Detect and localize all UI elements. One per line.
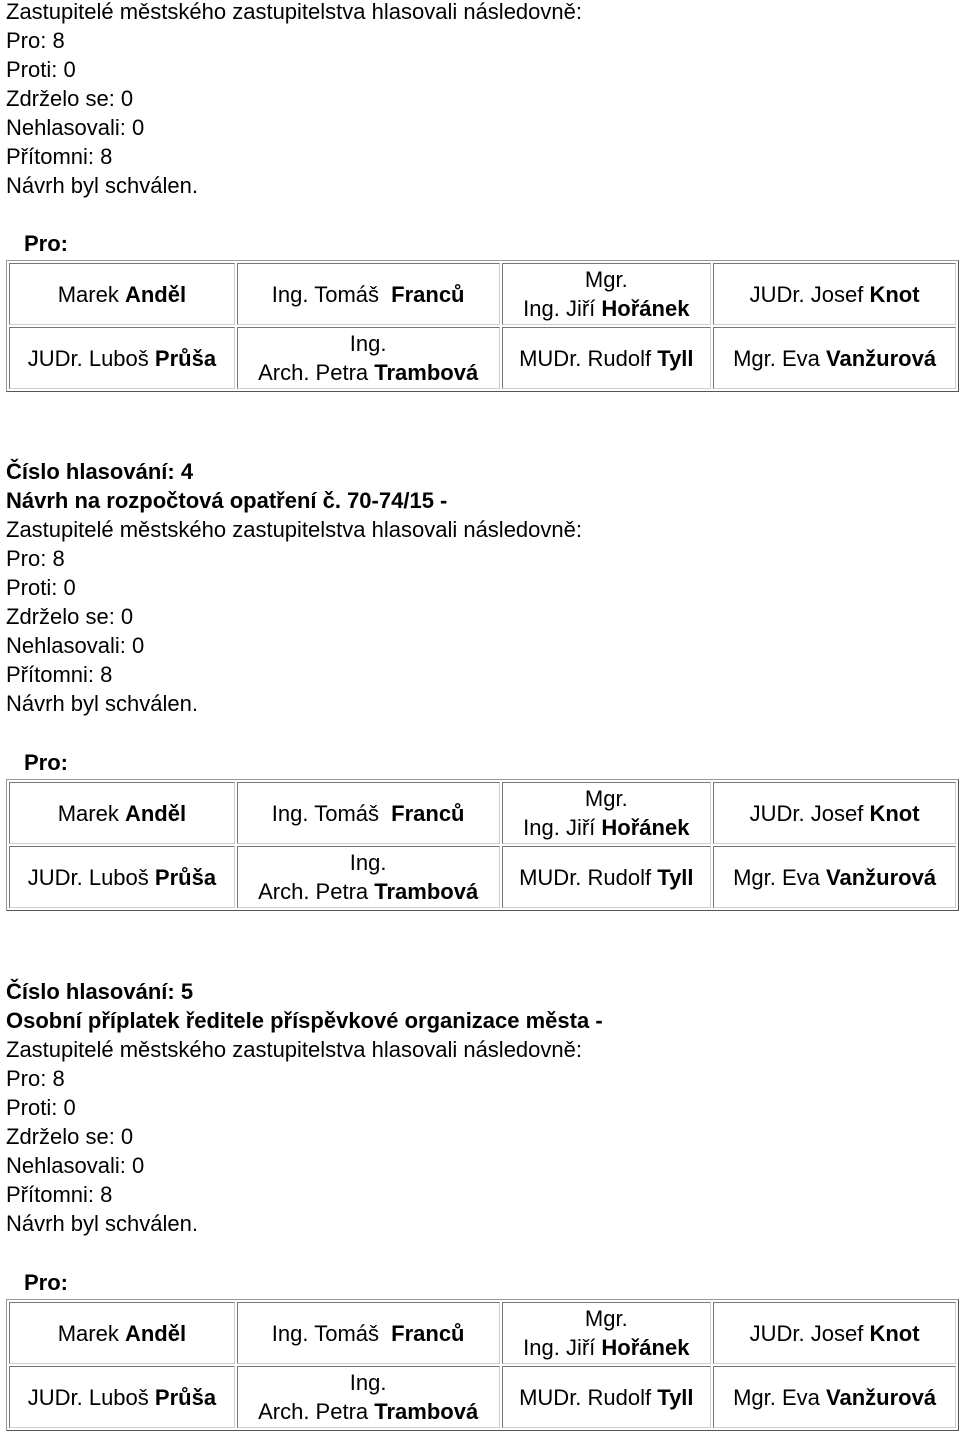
block1-result-pritomni: Přítomni: 8 [6,144,113,169]
vote5-result-pro: Pro: 8 [6,1066,65,1091]
block1-members-table [6,260,959,392]
vote5-intro: Zastupitelé městského zastupitelstva hlasovali následovně: [6,1037,582,1062]
block1-result-pro: Pro: 8 [6,28,65,53]
block1-intro: Zastupitelé městského zastupitelstva hlasovali následovně: [6,0,582,24]
member-cell: Ing. Arch. Petra Trambová [237,327,500,389]
block1-outcome: Návrh byl schválen. [6,173,198,198]
vote5-result-zdrzelo: Zdrželo se: 0 [6,1124,134,1149]
member-cell: Mgr. Eva Vanžurová [713,1366,956,1428]
vote5-result-nehlasovali: Nehlasovali: 0 [6,1153,145,1178]
member-cell: JUDr. Josef Knot [713,263,956,325]
vote5-number: Číslo hlasování: 5 [6,979,194,1004]
member-cell: JUDr. Josef Knot [713,782,956,844]
member-cell: Mgr. Ing. Jiří Hořánek [502,263,712,325]
member-cell: Ing. Tomáš Franců [237,1302,500,1364]
member-cell: Ing. Arch. Petra Trambová [237,1366,500,1428]
vote4-result-proti: Proti: 0 [6,575,76,600]
member-cell: Ing. Tomáš Franců [237,782,500,844]
vote5-title: Osobní příplatek ředitele příspěvkové organizace města - [6,1008,603,1033]
member-cell: Mgr. Ing. Jiří Hořánek [502,782,712,844]
member-cell: Mgr. Eva Vanžurová [713,327,956,389]
vote4-result-nehlasovali: Nehlasovali: 0 [6,633,145,658]
vote4-intro: Zastupitelé městského zastupitelstva hlasovali následovně: [6,517,582,542]
member-cell: JUDr. Luboš Průša [9,1366,235,1428]
vote4-outcome: Návrh byl schválen. [6,691,198,716]
member-cell: Mgr. Eva Vanžurová [713,846,956,908]
member-cell: Marek Anděl [9,263,235,325]
vote5-outcome: Návrh byl schválen. [6,1211,198,1236]
block1-result-nehlasovali: Nehlasovali: 0 [6,115,145,140]
vote4-pro-label: Pro: [24,750,68,775]
member-cell: MUDr. Rudolf Tyll [502,1366,712,1428]
member-cell: Marek Anděl [9,782,235,844]
vote4-result-pro: Pro: 8 [6,546,65,571]
vote4-result-zdrzelo: Zdrželo se: 0 [6,604,134,629]
member-cell: MUDr. Rudolf Tyll [502,846,712,908]
member-cell: Ing. Tomáš Franců [237,263,500,325]
block1-result-zdrzelo: Zdrželo se: 0 [6,86,134,111]
vote4-members-table [6,779,959,911]
vote4-result-pritomni: Přítomni: 8 [6,662,113,687]
block1-result-proti: Proti: 0 [6,57,76,82]
member-cell: Mgr. Ing. Jiří Hořánek [502,1302,712,1364]
member-cell: Ing. Arch. Petra Trambová [237,846,500,908]
vote5-result-pritomni: Přítomni: 8 [6,1182,113,1207]
member-cell: JUDr. Josef Knot [713,1302,956,1364]
vote5-pro-label: Pro: [24,1270,68,1295]
member-cell: Marek Anděl [9,1302,235,1364]
member-cell: JUDr. Luboš Průša [9,327,235,389]
member-cell: JUDr. Luboš Průša [9,846,235,908]
vote5-members-table [6,1299,959,1431]
vote4-number: Číslo hlasování: 4 [6,459,194,484]
vote5-result-proti: Proti: 0 [6,1095,76,1120]
vote4-title: Návrh na rozpočtová opatření č. 70-74/15 - [6,488,448,513]
member-cell: MUDr. Rudolf Tyll [502,327,712,389]
block1-pro-label: Pro: [24,231,68,256]
